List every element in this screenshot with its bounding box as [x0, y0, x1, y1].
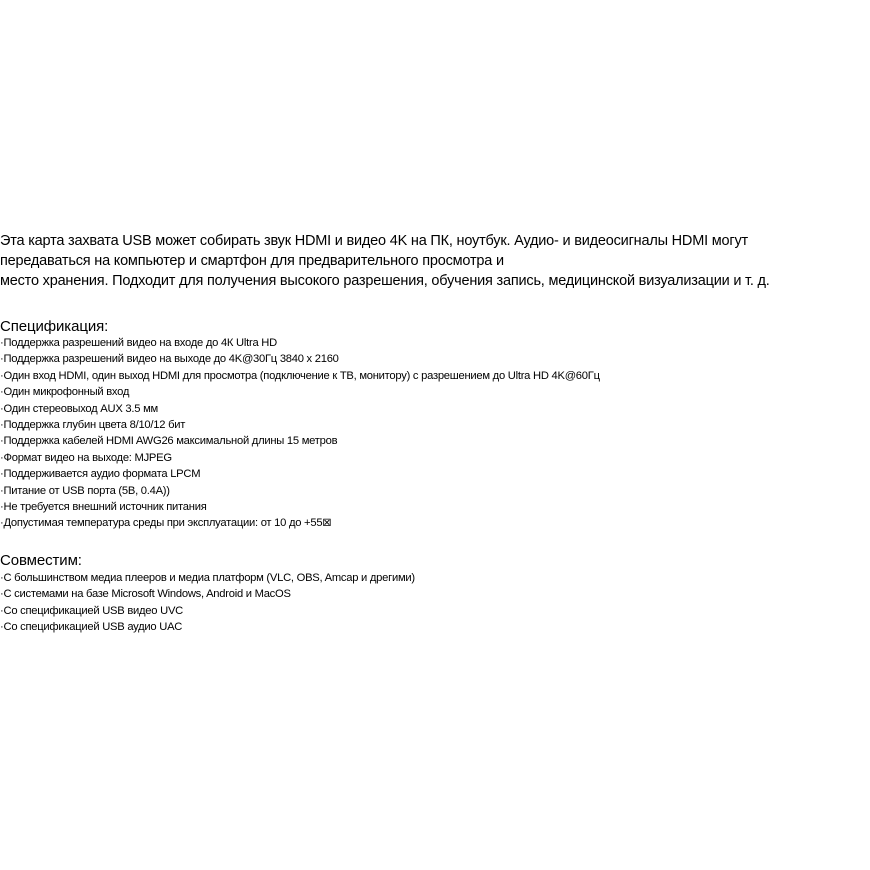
- list-item: · Со спецификацией USB видео UVC: [0, 603, 415, 619]
- list-item: · Со спецификацией USB аудио UAC: [0, 619, 415, 635]
- list-item: · Один микрофонный вход: [0, 384, 600, 400]
- list-item: · Формат видео на выходе: MJPEG: [0, 450, 600, 466]
- compatibility-title: Совместим:: [0, 552, 82, 569]
- list-item: · Один стереовыход AUX 3.5 мм: [0, 401, 600, 417]
- intro-paragraph: [0, 231, 870, 291]
- specification-title: Спецификация:: [0, 318, 109, 335]
- intro-line: передаваться на компьютер и смартфон для предварительного просмотра и: [0, 253, 504, 269]
- list-item: · Допустимая температура среды при эксплуатации: от 10 до +55⊠: [0, 515, 600, 531]
- list-item: · С системами на базе Microsoft Windows, Android и MacOS: [0, 586, 415, 602]
- list-item: · Поддержка глубин цвета 8/10/12 бит: [0, 417, 600, 433]
- compatibility-list: [0, 570, 415, 636]
- list-item: · Поддержка разрешений видео на выходе до 4K@30Гц 3840 x 2160: [0, 351, 600, 367]
- list-item: · Поддерживается аудио формата LPCM: [0, 466, 600, 482]
- list-item: · Поддержка кабелей HDMI AWG26 максимальной длины 15 метров: [0, 433, 600, 449]
- list-item: · Не требуется внешний источник питания: [0, 499, 600, 515]
- specification-list: [0, 335, 600, 532]
- intro-line: место хранения. Подходит для получения высокого разрешения, обучения запись, медицинской визуализации и т. д.: [0, 273, 770, 289]
- list-item: · Питание от USB порта (5В, 0.4А)): [0, 483, 600, 499]
- list-item: · Один вход HDMI, один выход HDMI для просмотра (подключение к ТВ, монитору) с разрешением до Ultra HD 4K@60Гц: [0, 368, 600, 384]
- list-item: · С большинством медиа плееров и медиа платформ (VLC, OBS, Amcap и дрегими): [0, 570, 415, 586]
- intro-line: Эта карта захвата USB может собирать звук HDMI и видео 4K на ПК, ноутбук. Аудио- и видеосигналы HDMI могут: [0, 233, 748, 249]
- list-item: · Поддержка разрешений видео на входе до 4К Ultra HD: [0, 335, 600, 351]
